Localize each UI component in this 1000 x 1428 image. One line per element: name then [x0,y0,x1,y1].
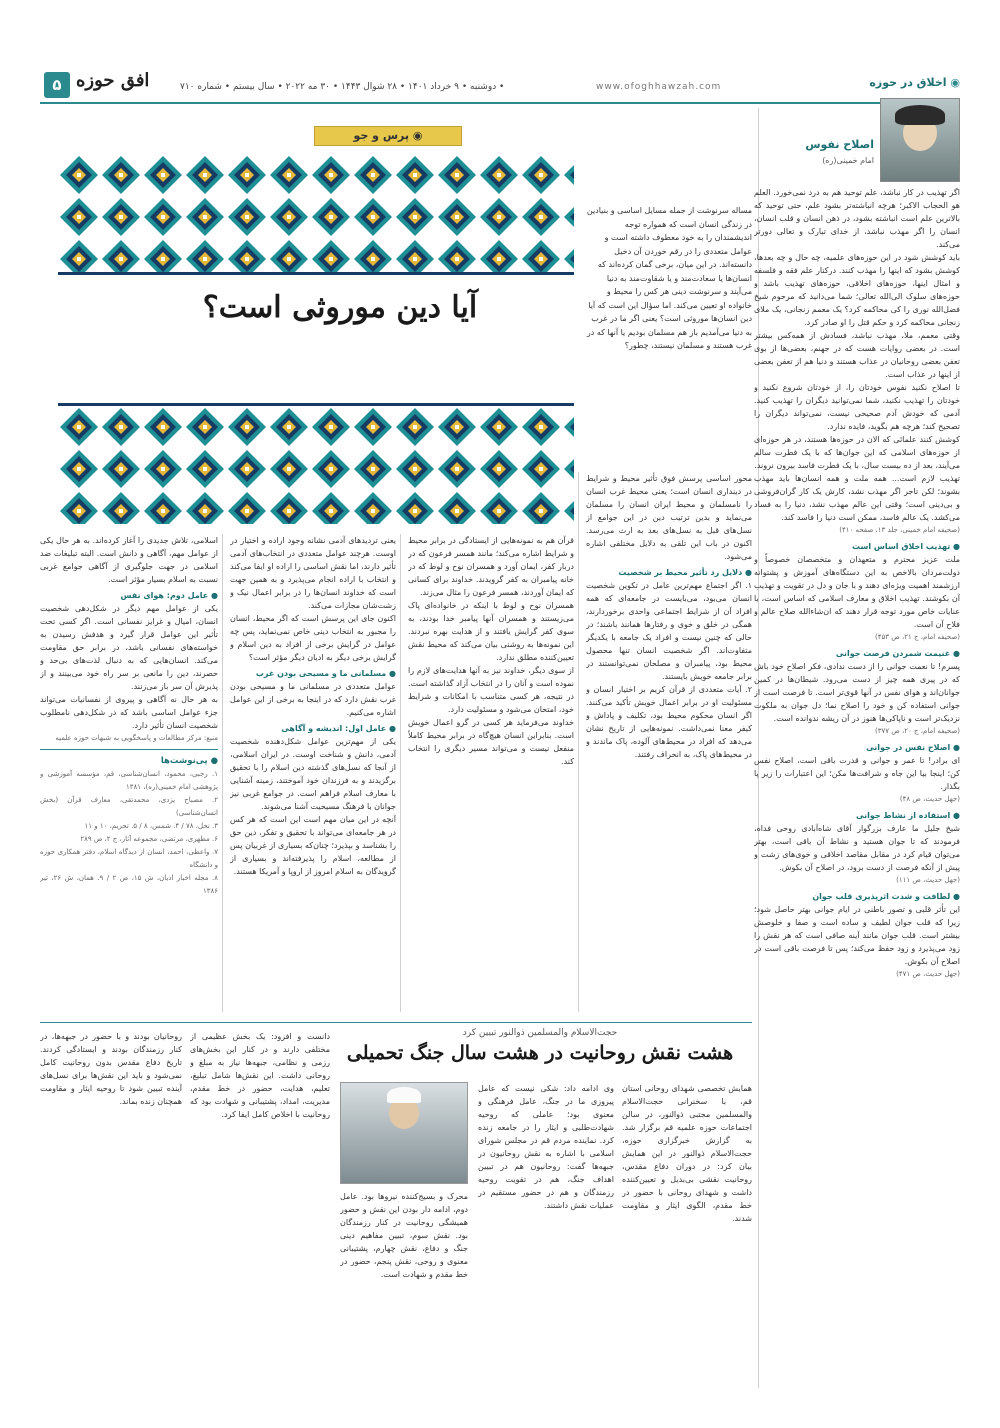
war-column-2 [478,1082,614,1382]
subheading-text: لطافت و شدت اثرپذیری قلب جوان [812,892,951,901]
speaker-photo [340,1082,468,1184]
paragraph: ای برادر! تا عمر و جوانی و قدرت باقی است، اصلاح نفس کن؛ اینجا بیا این جاه و شرافت‌ها مکن؛ این اعتبارات را زیر پا بگذار. [754,756,960,791]
reference: (جهل حدیث، ص ۱۱۱) [896,876,960,884]
subheading: ● دلایل رد تأثیر محیط بر شخصیت [618,568,752,577]
paragraph: وقتی معمم، ملا، مهذب نباشد، فسادش از همه‌کس بیشتر است. در بعضی روایات هست که در جهنم، بعضی‌ها از بوی تعفن بعضی روحانیان در عذاب هستند و دنیا هم از تعفن بعضی از اینها در عذاب است. [754,331,960,379]
subheading: ● اصلاح نفس در جوانی [866,743,960,752]
paragraph: اگر تهذیب در کار نباشد، علم توحید هم به درد نمی‌خورد. العلم هو الحجاب الاکبر؛ هرچه انباشته‌تر بشود علم، حتی توحید که بالاترین علم است انباشته بشود، در ذهن انسان و قلب انسان، انسان را اگر مهذب نباشد، از خدای تبارک و تعالی دورتر می‌کند. [754,188,960,249]
subheading: ● عامل دوم: هوای نفس [120,591,218,600]
article-kicker: حجت‌الاسلام والمسلمین ذوالنور تبیین کرد [462,1028,618,1038]
section-bullet-icon: ◉ [946,76,960,89]
subheading: ● مسلمانی ما و مسیحی بودن غرب [255,669,396,678]
paragraph: عوامل متعددی در مسلمانی ما و مسیحی بودن غرب نقش دارد که در اینجا به برخی از این عوامل اشاره می‌کنیم. [230,682,396,717]
war-column-3 [340,1190,468,1382]
section-label: اخلاق در حوزه [869,76,947,89]
paragraph: اسلامی، تلاش جدیدی را آغاز کرده‌اند. به هر حال یکی از عوامل مهم، آگاهی و دانش است. البته تبلیغات ضد اسلامی در جهت جلوگیری از آگاهی جوامع غربی نسبت به اسلام بسیار مؤثر است. [40,536,218,584]
war-column-4 [190,1030,330,1382]
subheading-text: استفاده از نشاط جوانی [855,811,951,820]
war-article-header [330,1028,750,1064]
paragraph: قرآن هم به نمونه‌هایی از ایستادگی در برابر محیط و شرایط اشاره می‌کند؛ مانند همسر فرعون که در دربار کفر، ایمان آورد و همسران نوح و لوط که در خانه پیامبران به کفر گرویدند. خداوند برای کسانی که ایمان آوردند، همسر فرعون را مثال می‌زند. [408,536,574,597]
dateline: • دوشنبه • ۹ خرداد ۱۴۰۱ • ۲۸ شوال ۱۴۴۳ • ۳۰ مه ۲۰۲۲ • سال بیستم • شماره ۷۱۰ [180,82,505,92]
paragraph: وی ادامه داد: شکی نیست که عامل پیروزی ما در جنگ، عامل فرهنگی و معنوی بود؛ عاملی که روحیه شهادت‌طلبی و ایثار را در جامعه زنده کرد. نماینده مردم قم در مجلس شورای اسلامی با اشاره به نقش روحانیون در جبهه‌ها گفت: روحانیون هم در تبیین اهداف جنگ، هم در تقویت روحیه رزمندگان و هم در حضور مستقیم در عملیات نقش داشتند. [478,1084,614,1210]
subheading-text: اصلاح نفس در جوانی [866,743,951,752]
paragraph: این تأثر قلبی و تصور باطنی در ایام جوانی بهتر حاصل شود؛ زیرا که قلب جوان لطیف و ساده است و صفا و خلوصش بیشتر است. قلب جوان مانند آینه صافی است که هر نقش را زود می‌پذیرد و زود حفظ می‌کند؛ پس تا فرصت باقی است در اصلاح آن بکوش. [754,905,960,966]
paragraph: یکی از مهم‌ترین عوامل شکل‌دهنده شخصیت آدمی، دانش و شناخت اوست. در ایران اسلامی، از آنجا که نسل‌های گذشته دین اسلام را با تحقیق برگزیدند و به فرزندان خود آموختند، زمینه آشنایی با معارف اسلام فراهم است. در جوامع غربی نیز جوانان با فرهنگ مسیحیت آشنا می‌شوند. [230,737,396,811]
article-author: امام خمینی(ره) [822,156,874,165]
footnote: ۷. واعظی، احمد، انسان از دیدگاه اسلام، دفتر همکاری حوزه و دانشگاه [40,848,218,869]
newspaper-logo: افق حوزه [76,70,150,91]
subheading-text: مسلمانی ما و مسیحی بودن غرب [255,669,387,678]
source-credit: منبع: مرکز مطالعات و پاسخگویی به شبهات حوزه علمیه [55,734,218,742]
paragraph: به هر حال نه آگاهی و پیروی از نفسانیات می‌تواند جزء عوامل اساسی باشد که در شکل‌دهی نامطلوب شخصیت انسان تأثیر دارد. [40,695,218,730]
paragraph: همایش تخصصی شهدای روحانی استان قم، با سخنرانی حجت‌الاسلام والمسلمین مجتبی ذوالنور، در سالن اجتماعات حوزه علمیه قم برگزار شد. به گزارش خبرگزاری حوزه، حجت‌الاسلام ذوالنور در این همایش بیان کرد: در دوران دفاع مقدس، روحانیت نقشی بی‌بدیل و تعیین‌کننده داشت و شهدای روحانی با حضور در خط مقدم، الگوی ایثار و مقاومت شدند. [622,1084,752,1223]
paragraph: ۲. آیات متعددی از قرآن کریم بر اختیار انسان و مسئولیت او در برابر اعمال خویش تأکید می‌کنند. اگر انسان محکوم محیط بود، تکلیف و پاداش و کیفر معنا نمی‌داشت. نمونه‌هایی از تاریخ نشان می‌دهد که افراد در محیط‌های آلوده، پاک ماندند و در محیط‌های پاک، به انحراف رفتند. [586,685,752,759]
ethics-article-body [754,186,960,1386]
paragraph: محرک و بسیج‌کننده نیروها بود. عامل دوم، ادامه دار بودن این نقش و حضور همیشگی روحانیت در کنار رزمندگان بود. نقش سوم، تبیین مفاهیم دینی جنگ و دفاع، نقش چهارم، پشتیبانی معنوی و روحی، نقش پنجم، حضور در خط مقدم و شهادت است. [340,1192,468,1279]
subheading: ● استفاده از نشاط جوانی [855,811,960,820]
feature-intro: مساله سرنوشت از جمله مسایل اساسی و بنیادین در زندگی انسان است که همواره توجه اندیشمندان را به خود معطوف داشته است و عوامل متعددی را در رقم خوردن آن دخیل دانسته‌اند. در این میان، برخی گمان کرده‌اند که انسان‌ها یا سعادت‌مند و یا شقاوت‌مند به دنیا می‌آیند و سرنوشت دینی هر کس را محیط و خانواده او تعیین می‌کند. اما سؤال این است که آیا دین انسان‌ها موروثی است؟ یعنی اگر ما در غرب به دنیا می‌آمدیم باز هم مسلمان بودیم یا آنها که در غرب هستند و مسلمان نیستند، چطور؟ [586,206,752,350]
paragraph: ملت عزیز محترم و متعهدان و متخصصان خصوصاً و دولت‌مردان بالاخص به این دستگاه‌های آموزش و پشتوانه ارزشمند اهمیت ویژه‌ای دهند و با جان و دل در تقویت و تهذیب آن بکوشند. تهذیب اخلاق و معارف اسلامی که اساس است، با عنایات خاص مورد توجه قرار دهند که ان‌شاءالله صلاح عالم و فلاح آن است. [754,555,960,629]
section-divider [40,1022,752,1023]
feature-column-2 [408,534,574,1012]
feature-column-3 [230,534,396,1012]
paragraph: یعنی تردیدهای آدمی نشانه وجود اراده و اختیار در اوست. هرچند عوامل متعددی در انتخاب‌های آدمی تأثیر دارند، اما نقش اساسی را اراده او ایفا می‌کند و انتخاب با اراده انجام می‌پذیرد و به همین جهت است که خداوند انسان‌ها را در برابر اعمال نیک و زشت‌شان مجازات می‌کند. [230,536,396,610]
article-title: اصلاح نفوس [805,138,874,151]
feature-column-4 [40,534,218,1012]
topic-tab: ◉ پرس و جو [314,126,462,146]
paragraph: اکنون جای این پرسش است که اگر محیط، انسان را مجبور به انتخاب دینی خاص نمی‌نماید، پس چه عوامل در گرایش برخی از افراد به دین اسلام و گرایش برخی دیگر به ادیان دیگر مؤثر است؟ [230,614,396,662]
section-title [770,76,960,96]
paragraph: باید کوشش شود در این حوزه‌های علمیه، چه حال و چه بعدها، کوشش بشود که اینها را مهذب کنند. درکنار علم فقه و فلسفه و امثال اینها، حوزه‌های اخلاقی، حوزه‌های تهذیب باشد و حوزه‌های سلوک الی‌الله تعالی؛ شما می‌دانید که مرحوم شیخ فضل‌الله نوری را کی محاکمه کرد؟ یک معمم زنجانی، یک ملای زنجانی محاکمه کرد و حکم قتل را او صادر کرد. [754,253,960,327]
paragraph: تهذیب لازم است... همه ملت و همه انسان‌ها باید مهذب بشوند؛ لکن تاجر اگر مهذب نشد، کارش یک کار گران‌فروشی و بی‌دینی است؛ وقتی این عالم مهذب نشد، دنیا را به فساد می‌کشد. یک عالم فاسد، ممکن است دنیا را فاسد کند. [754,474,960,522]
footnote: ۲. مصباح یزدی، محمدتقی، معارف قرآن (بخش انسان‌شناسی) [40,796,218,817]
war-column-5 [40,1030,182,1382]
subheading-text: عامل دوم: هوای نفس [120,591,209,600]
subheading-text: عامل اول: اندیشه و آگاهی [281,724,387,733]
paragraph: از سوی دیگر، خداوند نیز به آنها هدایت‌های لازم را نموده است و آنان را در انتخاب آزاد گذاشته است. در نتیجه، هر کسی متناسب با امکانات و شرایط خود، امتحان می‌شود و مسئولیت دارد. [408,666,574,714]
website-link[interactable]: www.ofoghhawzah.com [596,82,722,92]
paragraph: روحانیان بودند و با حضور در جبهه‌ها، در کنار رزمندگان بودند و ایستادگی کردند. تاریخ دفاع مقدس بدون روحانیت کامل نمی‌شود و باید این نقش‌ها برای نسل‌های آینده تبیین شود تا روحیه ایثار و مقاومت همچنان زنده بماند. [40,1032,182,1106]
paragraph: ۱. اگر اجتماع مهم‌ترین عامل در تکوین شخصیت انسان می‌بود، می‌بایست در جامعه‌ای که همه افراد آن از شرایط اجتماعی واحدی برخوردارند، همگی در خلق و خوی و رفتارها همانند باشند؛ در حالی که چنین نیست و افراد یک جامعه با یکدیگر متفاوت‌اند. اگر شخصیت انسان تنها محصول محیط بود، پیامبران و مصلحان نمی‌توانستند در برابر جامعه خویش بایستند. [586,581,752,681]
topic-label: پرس و جو [353,129,410,142]
paragraph: همسران نوح و لوط با اینکه در خانواده‌ای پاک می‌زیستند و همسران آنها پیامبر خدا بودند، به سوی کفر گرایش یافتند و از هدایت بهره نبردند. این نمونه‌ها به روشنی بیان می‌کند که محیط نقش تعیین‌کننده مطلق ندارد. [408,601,574,662]
column-divider [222,534,223,1012]
reference: (جهل حدیث، ص ۴۷۱) [896,970,960,978]
subheading-text: دلایل رد تأثیر محیط بر شخصیت [618,568,743,577]
paragraph: تا اصلاح نکنید نفوس خودتان را، از خودتان شروع نکنید و خودتان را تهذیب نکنید، شما نمی‌توانید دیگران را تهذیب کنید. آدمی که خودش آدم صحیحی نیست، نمی‌تواند دیگران را تصحیح کند؛ هرچه هم بگوید، فایده ندارد. [754,383,960,431]
feature-question-title: آیا دین موروثی است؟ [202,290,478,325]
paragraph: شیخ جلیل ما عارف بزرگوار آقای شاه‌آبادی روحی فداه، فرمودند که تا جوان هستید و نشاط آن باقی است، بهتر می‌توان قیام کرد در مقابل مقاصد اخلاقی و خوی‌های زشت و پیش از آنکه فرصت از دست برود، در اصلاح آن بکوش. [754,824,960,872]
footnote: ۱. رجبی، محمود، انسان‌شناسی، قم، مؤسسه آموزشی و پژوهشی امام خمینی(ره)، ۱۳۸۱ [40,770,218,791]
feature-column-1 [586,472,752,1012]
paragraph: دانست و افزود: یک بخش عظیمی از مختلفی دارند و در کنار این بخش‌های رزمی و نظامی، جبهه‌ها نیاز به مبلغ و روحانی داشت. این نقش‌ها شامل تبلیغ، تعلیم، هدایت، حضور در خط مقدم، مدیریت، امداد، پشتیبانی و شهادت بود که روحانیت با اخلاص کامل ایفا کرد. [190,1032,330,1119]
subheading: ● غنیمت شمردن فرصت جوانی [835,649,960,658]
reference: (جهل حدیث، ص ۴۸) [899,795,960,803]
subheading-text: غنیمت شمردن فرصت جوانی [835,649,951,658]
paragraph: پسرم! تا نعمت جوانی را از دست ندادی، فکر اصلاح خود باش که در پیری همه چیز از دست می‌رود. شیطان‌ها در کمین جوانان‌اند و هوای نفس در آنها قوی‌تر است. تا فرصت است از جوانی استفاده کن و خود را اصلاح نما؛ دل جوان به ملکوت نزدیک‌تر است و ناپاکی‌ها هنوز در آن ریشه ندوانده است. [754,662,960,723]
column-divider [578,472,579,1012]
paragraph: محور اساسی پرسش فوق تأثیر محیط و شرایط در دینداری انسان است؛ یعنی محیط غرب انسان را نامسلمان و محیط ایران انسان را مسلمان می‌نماید و بدین ترتیب دین در این جوامع از نسل‌های قبل به نسل‌های بعد به ارث می‌رسد. اکنون در باب این تلقی به دلایل مختلفی اشاره می‌شود. [586,474,752,561]
subheading-text: تهذیب اخلاق اساس است [852,542,951,551]
page-number: ۵ [44,72,70,98]
footnotes-heading-text: پی‌نوشت‌ها [160,756,208,766]
subheading: ● تهذیب اخلاق اساس است [852,542,960,551]
footnotes-heading: ● پی‌نوشت‌ها [160,756,218,766]
imam-khomeini-photo [880,98,960,182]
subheading: ● عامل اول: اندیشه و آگاهی [281,724,396,733]
tile-mosaic-graphic [58,154,574,524]
paragraph: آنچه در این میان مهم است این است که هر کس در هر جامعه‌ای می‌تواند با تحقیق و تفکر، دین حق را بشناسد و بپذیرد؛ چنان‌که بسیاری از غربیان پس از مطالعه، اسلام را پذیرفته‌اند و بسیاری از گرویدگان به اسلام امروز از اروپا و آمریکا هستند. [230,815,396,876]
reference: (صحیفه امام، ج ۲۰، ص ۳۷۷) [875,727,960,735]
war-column-1 [622,1082,752,1382]
column-divider [400,534,401,1012]
paragraph: یکی از عوامل مهم دیگر در شکل‌دهی شخصیت انسان، امیال و غرایز نفسانی است. اگر کسی تحت تأثیر این عوامل قرار گیرد و هدفش رسیدن به خواسته‌های نفسانی باشد، در برابر حق مقاومت می‌کند. انسان‌هایی که به دنبال لذت‌های بی‌حد و حصرند، دین را مانعی بر سر راه خود می‌بینند و از پذیرش آن سر باز می‌زنند. [40,604,218,691]
article-headline: هشت نقش روحانیت در هشت سال جنگ تحمیلی [346,1042,734,1064]
footnote: ۳. نحل، ۷۸ / ۴. شمس، ۸ / ۵. تحریم، ۱۰ و ۱۱ [84,822,218,830]
reference: (صحیفه امام خمینی، جلد ۱۳، صفحه ۴۱۰) [839,526,960,534]
footnote: ۶. مطهری، مرتضی، مجموعه آثار، ج ۲، ص ۲۸۹ [80,835,218,843]
paragraph: خداوند می‌فرماید هر کسی در گرو اعمال خویش است. بنابراین انسان هیچ‌گاه در برابر محیط کاملاً منفعل نیست و می‌تواند مسیر دیگری را انتخاب کند. [408,718,574,766]
reference: (صحیفه امام، ج ۲۱، ص ۴۵۳) [875,633,960,641]
subheading: ● لطافت و شدت اثرپذیری قلب جوان [812,892,960,901]
footnote: ۸. مجله اخبار ادیان، ش ۱۵، ص ۲ / ۹. همان، ش ۲۶، تیر ۱۳۸۶ [40,874,218,895]
footnote-divider [40,749,218,750]
paragraph: کوشش کنند علمائی که الان در حوزه‌ها هستند، در هر حوزه‌ای از حوزه‌های اسلامی که این جوان‌ها که با یک فطرت سالم می‌آیند، بعد از ده بیست سال، با یک فطرت فاسد بیرون نروند. [754,435,960,470]
